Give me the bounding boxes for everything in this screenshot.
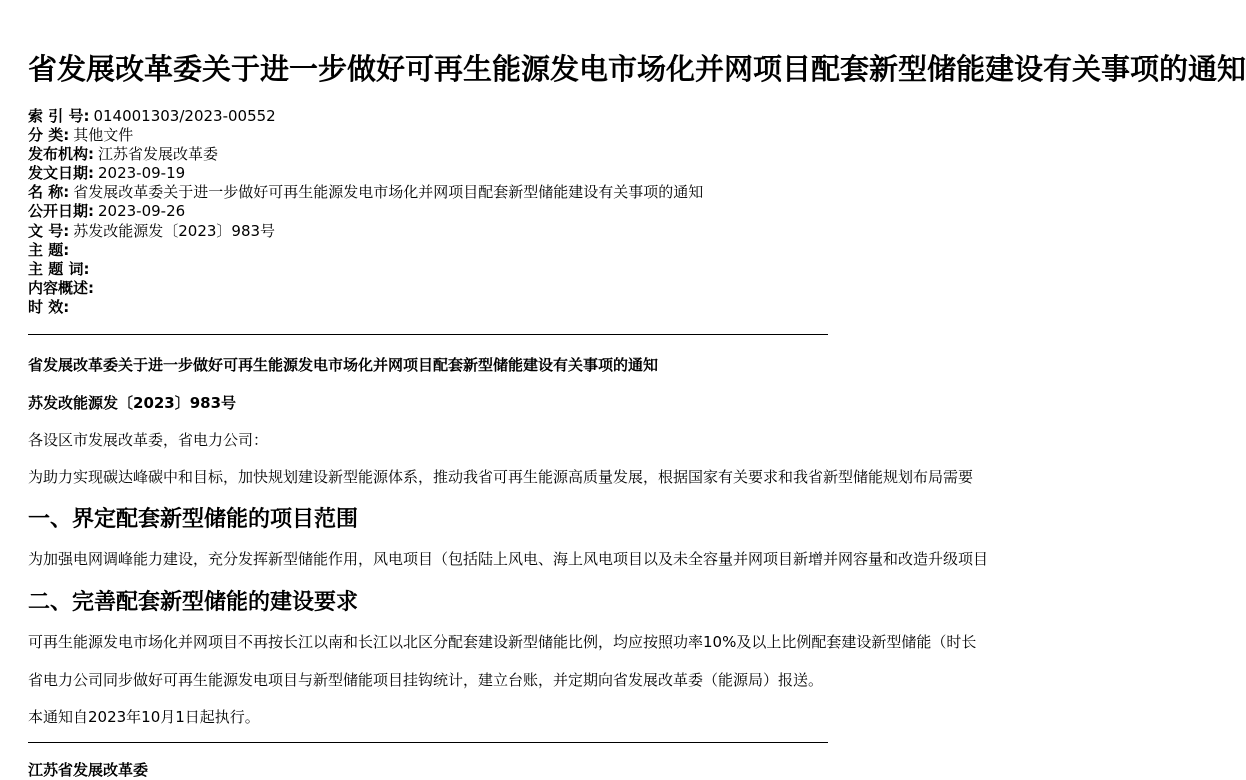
metadata-row-publish-date xyxy=(28,202,703,221)
divider xyxy=(28,334,828,335)
metadata-row-name xyxy=(28,183,703,202)
metadata-table xyxy=(28,107,703,317)
metadata-value: 苏发改能源发〔2023〕983号 xyxy=(73,221,276,240)
metadata-label: 索 引 号: xyxy=(28,107,90,125)
metadata-row-category xyxy=(28,126,703,145)
metadata-value: 省发展改革委关于进一步做好可再生能源发电市场化并网项目配套新型储能建设有关事项的通知 xyxy=(73,183,704,202)
metadata-value: 014001303/2023-00552 xyxy=(93,107,276,125)
metadata-value: 2023-09-19 xyxy=(98,164,186,183)
metadata-label: 内容概述: xyxy=(28,278,94,297)
metadata-value: 其他文件 xyxy=(73,126,134,145)
section-heading-1: 一、界定配套新型储能的项目范围 xyxy=(28,507,359,532)
metadata-label: 发布机构: xyxy=(28,145,94,164)
signature: 江苏省发展改革委 xyxy=(28,761,149,779)
section-2-paragraph: 可再生能源发电市场化并网项目不再按长江以南和长江以北区分配套建设新型储能比例，均应按照功率10%及以上比例配套建设新型储能（时长 xyxy=(28,633,977,651)
metadata-row-doc-number xyxy=(28,222,703,241)
metadata-row-issue-date xyxy=(28,164,703,183)
notice-title: 省发展改革委关于进一步做好可再生能源发电市场化并网项目配套新型储能建设有关事项的通知 xyxy=(28,356,659,374)
metadata-row-topic xyxy=(28,241,703,260)
metadata-value: 2023-09-26 xyxy=(98,202,186,221)
section-heading-2: 二、完善配套新型储能的建设要求 xyxy=(28,590,359,615)
metadata-row-publisher xyxy=(28,145,703,164)
page-title: 省发展改革委关于进一步做好可再生能源发电市场化并网项目配套新型储能建设有关事项的通知 xyxy=(28,52,1246,86)
metadata-label: 发文日期: xyxy=(28,164,94,183)
metadata-row-summary xyxy=(28,279,703,298)
metadata-row-keywords xyxy=(28,260,703,279)
divider xyxy=(28,742,828,743)
metadata-row-validity xyxy=(28,298,703,317)
section-1-paragraph: 为加强电网调峰能力建设，充分发挥新型储能作用，风电项目（包括陆上风电、海上风电项目以及未全容量并网项目新增并网容量和改造升级项目 xyxy=(28,550,989,568)
metadata-label: 公开日期: xyxy=(28,202,94,221)
metadata-label: 名 称: xyxy=(28,183,70,202)
stats-paragraph: 省电力公司同步做好可再生能源发电项目与新型储能项目挂钩统计，建立台账，并定期向省发展改革委（能源局）报送。 xyxy=(28,671,824,689)
metadata-label: 文 号: xyxy=(28,221,70,240)
metadata-label: 分 类: xyxy=(28,126,70,145)
effective-date-paragraph: 本通知自2023年10月1日起执行。 xyxy=(28,708,260,726)
doc-number: 苏发改能源发〔2023〕983号 xyxy=(28,394,237,412)
metadata-label: 主 题: xyxy=(28,240,70,259)
metadata-label: 时 效: xyxy=(28,297,70,316)
salutation: 各设区市发展改革委，省电力公司： xyxy=(28,431,269,449)
intro-paragraph: 为助力实现碳达峰碳中和目标，加快规划建设新型能源体系，推动我省可再生能源高质量发展，根据国家有关要求和我省新型储能规划布局需要 xyxy=(28,468,974,486)
metadata-value: 江苏省发展改革委 xyxy=(98,145,219,164)
metadata-label: 主 题 词: xyxy=(28,259,90,278)
metadata-row-index xyxy=(28,107,703,126)
